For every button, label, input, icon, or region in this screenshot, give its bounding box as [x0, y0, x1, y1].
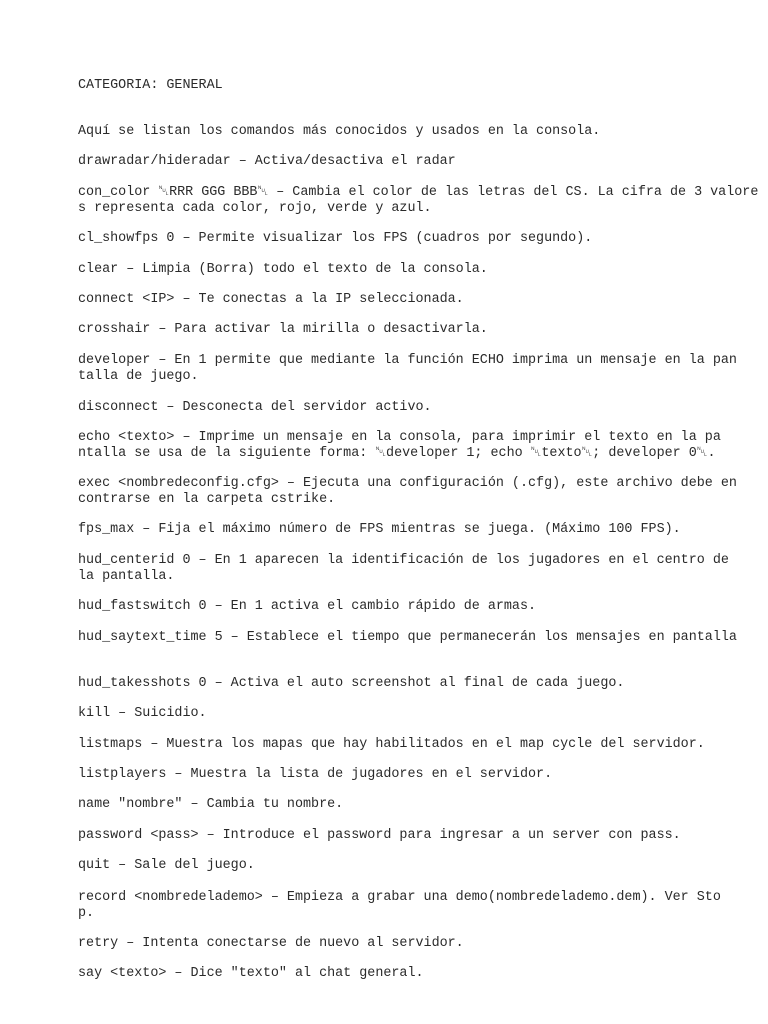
- entry-echo-line1: echo <texto> – Imprime un mensaje en la consola, para imprimir el texto en la pa: [78, 430, 721, 445]
- entry-hud-takesshots: hud_takesshots 0 – Activa el auto screenshot al final de cada juego.: [78, 676, 625, 691]
- entry-listplayers: listplayers – Muestra la lista de jugadores en el servidor.: [78, 767, 553, 782]
- intro-paragraph: Aquí se listan los comandos más conocidos y usados en la consola.: [78, 124, 601, 139]
- entry-hud-centerid-line2: la pantalla.: [78, 569, 175, 584]
- entry-con-color-line1: con_color ␀RRR GGG BBB␀ – Cambia el color de las letras del CS. La cifra de 3 valore: [78, 185, 759, 200]
- entry-record-line2: p.: [78, 906, 95, 921]
- entry-password: password <pass> – Introduce el password para ingresar a un server con pass.: [78, 828, 681, 843]
- entry-con-color-line2: s representa cada color, rojo, verde y azul.: [78, 201, 432, 216]
- category-heading: CATEGORIA: GENERAL: [78, 78, 223, 93]
- entry-exec-line1: exec <nombredeconfig.cfg> – Ejecuta una configuración (.cfg), este archivo debe en: [78, 476, 737, 491]
- entry-listmaps: listmaps – Muestra los mapas que hay habilitados en el map cycle del servidor.: [78, 737, 705, 752]
- entry-developer-line1: developer – En 1 permite que mediante la función ECHO imprima un mensaje en la pan: [78, 353, 737, 368]
- entry-drawradar: drawradar/hideradar – Activa/desactiva el radar: [78, 154, 456, 169]
- entry-record-line1: record <nombredelademo> – Empieza a grabar una demo(nombredelademo.dem). Ver Sto: [78, 890, 721, 905]
- entry-hud-fastswitch: hud_fastswitch 0 – En 1 activa el cambio rápido de armas.: [78, 599, 537, 614]
- entry-hud-saytext-time: hud_saytext_time 5 – Establece el tiempo que permanecerán los mensajes en pantalla: [78, 630, 737, 645]
- entry-disconnect: disconnect – Desconecta del servidor activo.: [78, 400, 432, 415]
- entry-crosshair: crosshair – Para activar la mirilla o desactivarla.: [78, 322, 488, 337]
- entry-say: say <texto> – Dice "texto" al chat general.: [78, 966, 424, 981]
- entry-connect: connect <IP> – Te conectas a la IP seleccionada.: [78, 292, 464, 307]
- entry-name: name "nombre" – Cambia tu nombre.: [78, 797, 344, 812]
- entry-cl-showfps: cl_showfps 0 – Permite visualizar los FPS (cuadros por segundo).: [78, 231, 593, 246]
- entry-fps-max: fps_max – Fija el máximo número de FPS mientras se juega. (Máximo 100 FPS).: [78, 522, 681, 537]
- entry-kill: kill – Suicidio.: [78, 706, 207, 721]
- entry-echo-line2: ntalla se usa de la siguiente forma: ␀developer 1; echo ␀texto␀; developer 0␀.: [78, 446, 716, 461]
- entry-exec-line2: contrarse en la carpeta cstrike.: [78, 492, 336, 507]
- entry-clear: clear – Limpia (Borra) todo el texto de la consola.: [78, 262, 488, 277]
- entry-hud-centerid-line1: hud_centerid 0 – En 1 aparecen la identificación de los jugadores en el centro de: [78, 553, 729, 568]
- entry-developer-line2: talla de juego.: [78, 369, 199, 384]
- entry-quit: quit – Sale del juego.: [78, 858, 255, 873]
- entry-retry: retry – Intenta conectarse de nuevo al servidor.: [78, 936, 464, 951]
